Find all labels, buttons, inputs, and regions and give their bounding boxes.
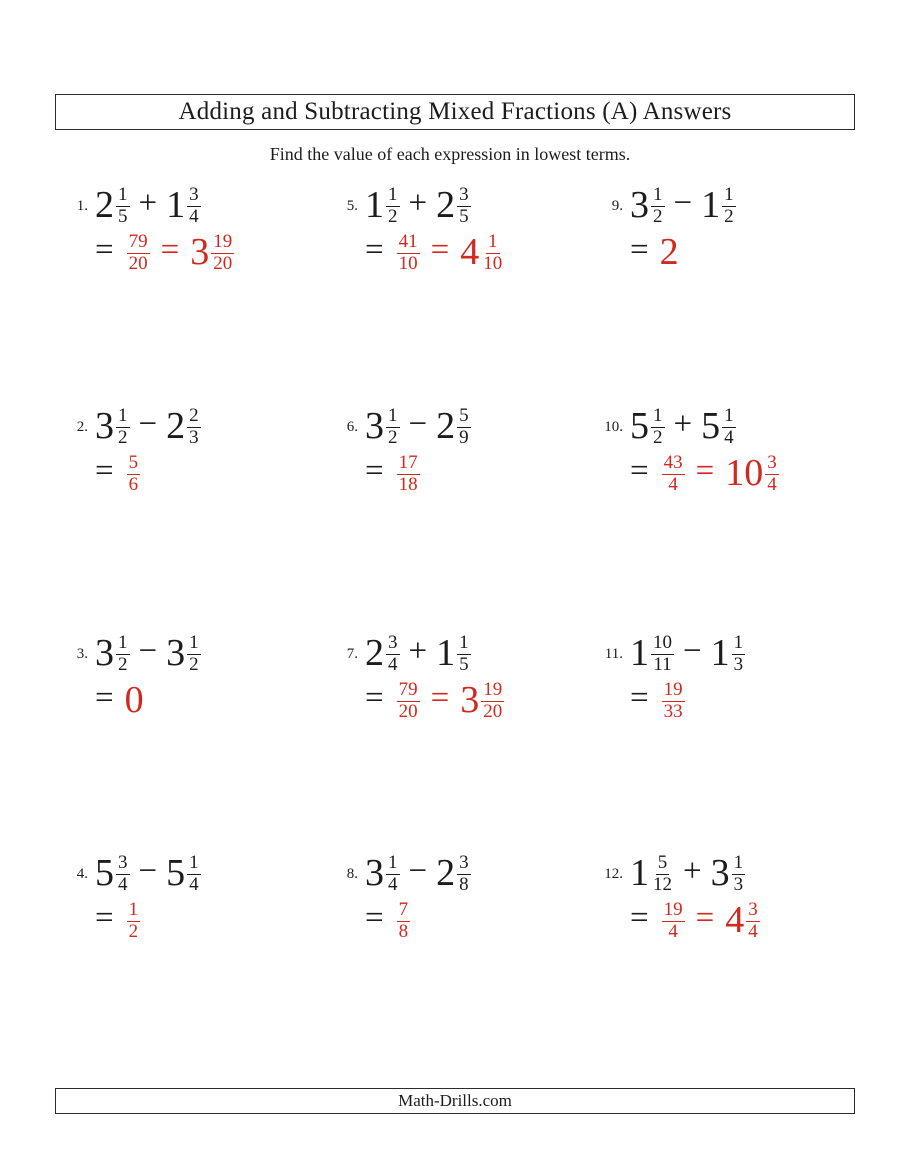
operator: + xyxy=(683,852,702,889)
fraction-denominator: 4 xyxy=(118,873,128,895)
fraction-denominator: 2 xyxy=(118,653,128,675)
whole-number: 0 xyxy=(124,679,144,721)
fraction-denominator: 4 xyxy=(668,473,678,495)
fraction-numerator: 3 xyxy=(459,851,469,873)
problem xyxy=(611,183,736,274)
fraction-denominator: 4 xyxy=(189,873,199,895)
operator: − xyxy=(138,632,158,669)
problem-number: 1. xyxy=(76,198,88,214)
footer-box xyxy=(55,1088,855,1114)
whole-number: 1 xyxy=(630,852,649,894)
fraction xyxy=(651,633,674,675)
fraction xyxy=(457,406,471,448)
whole-number: 3 xyxy=(166,632,186,674)
fraction-numerator: 19 xyxy=(663,898,683,920)
problem-expression xyxy=(630,404,779,448)
fraction-denominator: 2 xyxy=(653,205,663,227)
instruction-text: Find the value of each expression in lowest terms. xyxy=(269,144,631,164)
fraction-denominator: 2 xyxy=(118,426,128,448)
fraction xyxy=(116,406,130,448)
fraction-numerator: 19 xyxy=(483,678,503,700)
fraction-denominator: 4 xyxy=(388,873,398,895)
fraction-numerator: 1 xyxy=(653,404,663,426)
operator: + xyxy=(138,184,158,221)
fraction-denominator: 4 xyxy=(668,920,678,942)
problem xyxy=(604,404,779,495)
whole-number: 3 xyxy=(630,184,649,226)
fraction xyxy=(397,453,420,495)
equals-sign: = xyxy=(365,899,384,936)
equals-sign: = xyxy=(160,231,180,268)
fraction-denominator: 4 xyxy=(748,920,758,942)
whole-number: 2 xyxy=(436,852,456,894)
fraction-numerator: 3 xyxy=(388,631,398,653)
fraction-numerator: 1 xyxy=(128,898,139,920)
whole-number: 5 xyxy=(701,405,721,447)
problem-expression xyxy=(365,631,504,675)
problem-answer xyxy=(365,230,504,274)
problem-answer xyxy=(95,898,201,942)
problem-expression xyxy=(95,851,201,895)
problem-answer xyxy=(630,451,779,495)
problem-expression xyxy=(95,404,201,448)
fraction-denominator: 4 xyxy=(189,205,199,227)
equals-sign: = xyxy=(95,899,114,936)
problem-answer xyxy=(95,451,201,495)
fraction xyxy=(211,232,234,274)
fraction-numerator: 1 xyxy=(724,404,734,426)
fraction-denominator: 3 xyxy=(733,653,744,675)
problem xyxy=(346,631,504,722)
problem xyxy=(604,851,760,942)
equals-sign: = xyxy=(630,679,649,716)
problem-number: 4. xyxy=(76,866,88,882)
fraction-denominator: 8 xyxy=(459,873,469,895)
footer-label: Math-Drills.com xyxy=(398,1091,512,1110)
fraction-denominator: 12 xyxy=(653,873,672,895)
fraction-denominator: 11 xyxy=(653,653,672,675)
whole-number: 1 xyxy=(166,184,186,226)
equals-sign: = xyxy=(430,231,450,268)
fraction-denominator: 20 xyxy=(213,252,233,274)
fraction xyxy=(481,680,504,722)
fraction-denominator: 10 xyxy=(483,252,503,274)
fraction-numerator: 1 xyxy=(189,851,199,873)
problem xyxy=(76,183,234,274)
fraction-denominator: 2 xyxy=(128,920,139,942)
whole-number: 1 xyxy=(365,184,384,226)
whole-number: 2 xyxy=(365,632,384,674)
fraction-numerator: 2 xyxy=(189,404,199,426)
fraction xyxy=(187,185,201,227)
fraction-numerator: 1 xyxy=(189,631,199,653)
fraction-denominator: 3 xyxy=(189,426,199,448)
fraction-denominator: 20 xyxy=(483,700,503,722)
whole-number: 1 xyxy=(630,632,649,674)
equals-sign: = xyxy=(95,452,114,489)
fraction-numerator: 1 xyxy=(653,183,663,205)
equals-sign: = xyxy=(95,679,114,716)
fraction xyxy=(187,853,201,895)
fraction xyxy=(662,453,685,495)
problem-answer xyxy=(95,230,234,274)
fraction-numerator: 1 xyxy=(733,631,744,653)
problem-number: 6. xyxy=(346,419,358,435)
whole-number: 2 xyxy=(95,184,114,226)
whole-number: 2 xyxy=(436,184,456,226)
problem-number: 5. xyxy=(346,198,358,214)
equals-sign: = xyxy=(430,679,450,716)
whole-number: 1 xyxy=(701,184,721,226)
problem-expression xyxy=(365,851,471,895)
whole-number: 4 xyxy=(460,231,480,273)
fraction xyxy=(386,406,400,448)
whole-number: 3 xyxy=(365,405,384,447)
operator: − xyxy=(138,852,158,889)
problem-answer xyxy=(365,451,471,495)
fraction-numerator: 1 xyxy=(733,851,744,873)
fraction xyxy=(457,633,471,675)
fraction-numerator: 3 xyxy=(118,851,128,873)
fraction xyxy=(127,900,141,942)
fraction xyxy=(386,633,400,675)
fraction-denominator: 2 xyxy=(189,653,199,675)
equals-sign: = xyxy=(365,679,384,716)
fraction xyxy=(127,232,150,274)
fraction-numerator: 1 xyxy=(118,404,128,426)
fraction-numerator: 79 xyxy=(128,230,148,252)
fraction-numerator: 5 xyxy=(128,451,139,473)
problem-answer xyxy=(95,678,201,722)
problem-expression xyxy=(365,404,471,448)
problem xyxy=(76,404,201,495)
whole-number: 2 xyxy=(166,405,186,447)
fraction xyxy=(765,453,779,495)
fraction xyxy=(746,900,760,942)
problem-expression xyxy=(95,631,201,675)
fraction-numerator: 3 xyxy=(189,183,199,205)
problem xyxy=(76,851,201,942)
equals-sign: = xyxy=(365,452,384,489)
whole-number: 10 xyxy=(725,452,764,494)
fraction xyxy=(722,406,736,448)
whole-number: 2 xyxy=(659,231,679,273)
operator: + xyxy=(408,632,428,669)
fraction xyxy=(127,453,141,495)
fraction-numerator: 5 xyxy=(657,851,668,873)
whole-number: 5 xyxy=(166,852,186,894)
fraction-denominator: 20 xyxy=(128,252,148,274)
whole-number: 4 xyxy=(725,899,745,941)
operator: + xyxy=(673,405,693,442)
fraction-denominator: 3 xyxy=(733,873,744,895)
fraction-denominator: 9 xyxy=(459,426,469,448)
problem-answer xyxy=(365,678,504,722)
fraction-numerator: 19 xyxy=(213,230,233,252)
operator: + xyxy=(408,184,428,221)
fraction-denominator: 2 xyxy=(653,426,663,448)
fraction xyxy=(732,853,746,895)
whole-number: 3 xyxy=(460,679,480,721)
operator: − xyxy=(408,405,428,442)
fraction-denominator: 18 xyxy=(398,473,418,495)
fraction xyxy=(386,853,400,895)
fraction-numerator: 17 xyxy=(398,451,418,473)
fraction-numerator: 1 xyxy=(118,183,128,205)
whole-number: 1 xyxy=(436,632,456,674)
whole-number: 3 xyxy=(95,632,114,674)
fraction-numerator: 7 xyxy=(398,898,409,920)
fraction-numerator: 1 xyxy=(488,230,498,252)
whole-number: 3 xyxy=(190,231,210,273)
fraction-numerator: 3 xyxy=(748,898,758,920)
fraction-numerator: 1 xyxy=(459,631,469,653)
operator: − xyxy=(673,184,693,221)
fraction-numerator: 1 xyxy=(724,183,734,205)
fraction-denominator: 5 xyxy=(459,205,469,227)
problem xyxy=(346,851,471,942)
problem-number: 8. xyxy=(346,866,358,882)
fraction xyxy=(662,680,685,722)
operator: − xyxy=(408,852,428,889)
fraction xyxy=(651,853,674,895)
fraction-denominator: 33 xyxy=(663,700,683,722)
equals-sign: = xyxy=(630,452,649,489)
problem-expression xyxy=(365,183,504,227)
fraction xyxy=(651,185,665,227)
fraction xyxy=(386,185,400,227)
fraction-denominator: 5 xyxy=(459,653,469,675)
problem-expression xyxy=(630,183,736,227)
whole-number: 5 xyxy=(95,852,114,894)
problem-number: 7. xyxy=(346,646,358,662)
problem xyxy=(76,631,201,722)
equals-sign: = xyxy=(630,231,649,268)
problem xyxy=(346,183,504,274)
fraction-denominator: 4 xyxy=(767,473,777,495)
fraction-numerator: 41 xyxy=(398,230,418,252)
whole-number: 3 xyxy=(365,852,384,894)
fraction-denominator: 4 xyxy=(724,426,734,448)
fraction xyxy=(457,185,471,227)
problem-expression xyxy=(630,631,745,675)
operator: − xyxy=(683,632,702,669)
equals-sign: = xyxy=(695,899,715,936)
problem-expression xyxy=(630,851,760,895)
problem-answer xyxy=(365,898,471,942)
problem-expression xyxy=(95,183,234,227)
fraction-denominator: 2 xyxy=(388,426,398,448)
fraction xyxy=(722,185,736,227)
operator: − xyxy=(138,405,158,442)
fraction-denominator: 4 xyxy=(388,653,398,675)
fraction-numerator: 1 xyxy=(118,631,128,653)
fraction xyxy=(397,900,411,942)
fraction xyxy=(116,185,130,227)
whole-number: 1 xyxy=(710,632,730,674)
whole-number: 5 xyxy=(630,405,649,447)
equals-sign: = xyxy=(630,899,649,936)
fraction xyxy=(662,900,685,942)
whole-number: 3 xyxy=(710,852,730,894)
problem-answer xyxy=(630,898,760,942)
fraction-denominator: 6 xyxy=(128,473,139,495)
fraction xyxy=(732,633,746,675)
fraction-denominator: 5 xyxy=(118,205,128,227)
fraction-denominator: 2 xyxy=(724,205,734,227)
equals-sign: = xyxy=(695,452,715,489)
problem-answer xyxy=(630,230,736,274)
problem-number: 2. xyxy=(76,419,88,435)
problem-number: 12. xyxy=(604,866,623,882)
page-title: Adding and Subtracting Mixed Fractions (A) Answers xyxy=(178,98,732,125)
fraction-numerator: 79 xyxy=(398,678,418,700)
fraction-denominator: 8 xyxy=(398,920,409,942)
fraction xyxy=(187,406,201,448)
fraction xyxy=(457,853,471,895)
fraction-numerator: 10 xyxy=(653,631,672,653)
problem-number: 11. xyxy=(604,646,623,662)
fraction xyxy=(397,680,420,722)
fraction-numerator: 1 xyxy=(388,851,398,873)
whole-number: 2 xyxy=(436,405,456,447)
fraction xyxy=(116,853,130,895)
fraction xyxy=(651,406,665,448)
problem-number: 9. xyxy=(611,198,623,214)
fraction-numerator: 5 xyxy=(459,404,469,426)
fraction-numerator: 1 xyxy=(388,404,398,426)
problem xyxy=(346,404,471,495)
problem xyxy=(604,631,745,722)
fraction xyxy=(481,232,504,274)
fraction-numerator: 19 xyxy=(663,678,683,700)
fraction-denominator: 2 xyxy=(388,205,398,227)
fraction-denominator: 10 xyxy=(398,252,418,274)
equals-sign: = xyxy=(365,231,384,268)
fraction-denominator: 20 xyxy=(398,700,418,722)
fraction-numerator: 43 xyxy=(663,451,683,473)
fraction xyxy=(116,633,130,675)
fraction-numerator: 3 xyxy=(767,451,777,473)
problem-answer xyxy=(630,678,745,722)
equals-sign: = xyxy=(95,231,114,268)
fraction-numerator: 1 xyxy=(388,183,398,205)
whole-number: 3 xyxy=(95,405,114,447)
fraction xyxy=(397,232,420,274)
problem-number: 10. xyxy=(604,419,623,435)
fraction xyxy=(187,633,201,675)
problem-number: 3. xyxy=(76,646,88,662)
fraction-numerator: 3 xyxy=(459,183,469,205)
